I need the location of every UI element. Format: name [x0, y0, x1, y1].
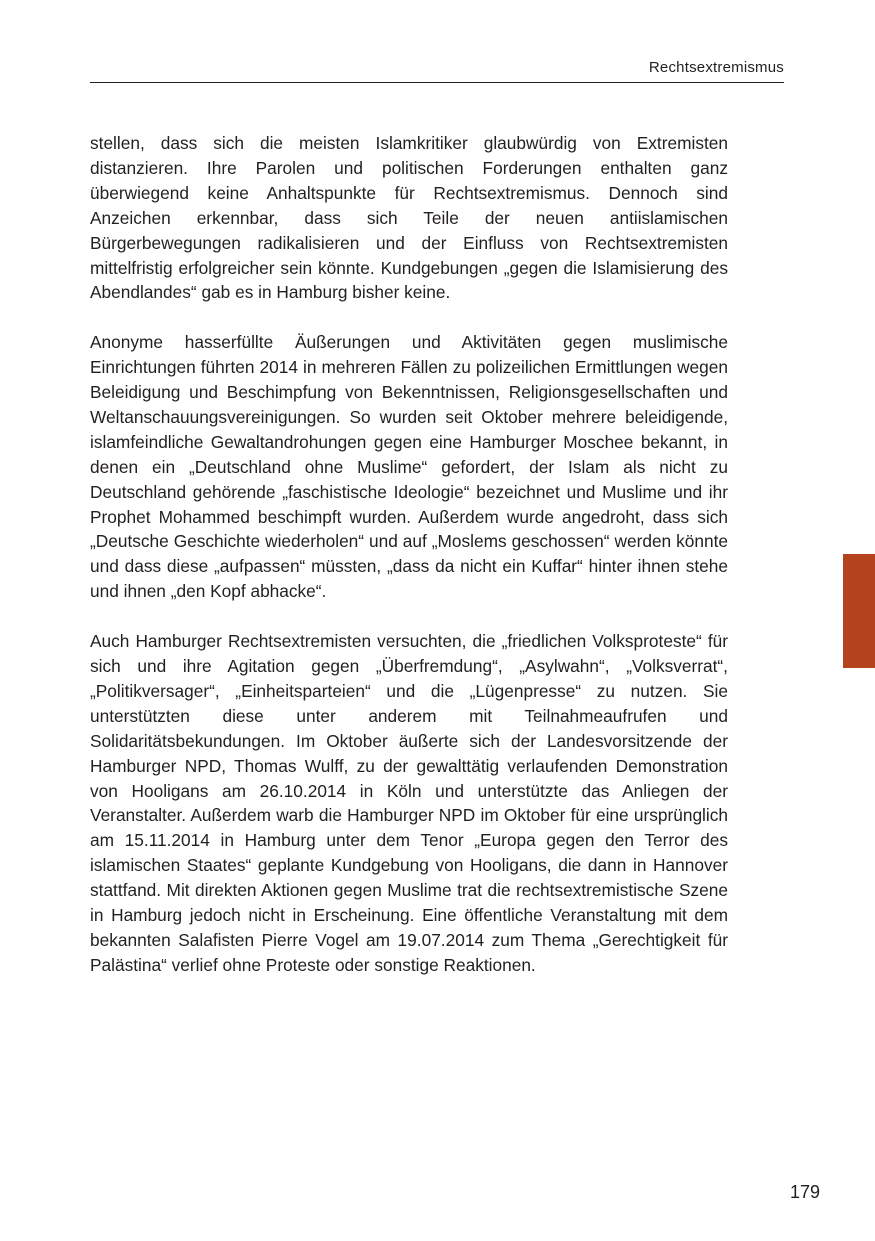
header-rule [90, 82, 784, 83]
page-number: 179 [789, 1182, 820, 1202]
paragraph-2: Anonyme hasserfüllte Äußerungen und Aktivitäten gegen muslimische Einrichtungen führten 2014 in mehreren Fällen zu polizeilichen Ermittlungen wegen Beleidigung und Beschimpfung von Bekenntnissen, Religionsgesellschaften und Weltanschauungsvereinigungen. So wurden seit Oktober mehrere beleidigende, islamfeindliche Gewaltandrohungen gegen eine Hamburger Moschee bekannt, in denen ein „Deutschland ohne Muslime“ gefordert, der Islam als nicht zu Deutschland gehörende „faschistische Ideologie“ bezeichnet und Muslime und ihr Prophet Mohammed beschimpft wurden. Außerdem wurde angedroht, dass sich „Deutsche Geschichte wiederholen“ und auf „Moslems geschossen“ werden könnte und dass diese „aufpassen“ müssten, „dass da nicht ein Kuffar“ hinter ihnen stehe und ihnen „den Kopf abhacke“. [90, 332, 728, 602]
chapter-side-tab [843, 554, 875, 668]
paragraph-3: Auch Hamburger Rechtsextremisten versuchten, die „friedlichen Volksproteste“ für sich und ihre Agitation gegen „Überfremdung“, „Asylwahn“, „Volksverrat“, „Politikversager“, „Einheitsparteien“ und die „Lügenpresse“ zu nutzen. Sie unterstützten diese unter anderem mit Teilnahmeaufrufen und Solidaritätsbekundungen. Im Oktober äußerte sich der Landesvorsitzende der Hamburger NPD, Thomas Wulff, zu der gewalttätig verlaufenden Demonstration von Hooligans am 26.10.2014 in Köln und unterstützte das Anliegen der Veranstalter. Außerdem warb die Hamburger NPD im Oktober für eine ursprünglich am 15.11.2014 in Hamburg unter dem Tenor „Europa gegen den Terror des islamischen Staates“ geplante Kundgebung von Hooligans, die dann in Hannover stattfand. Mit direkten Aktionen gegen Muslime trat die rechtsextremistische Szene in Hamburg jedoch nicht in Erscheinung. Eine öffentliche Veranstaltung mit dem bekannten Salafisten Pierre Vogel am 19.07.2014 zum Thema „Gerechtigkeit für Palästina“ verlief ohne Proteste oder sonstige Reaktionen. [90, 631, 728, 975]
running-head-title: Rechtsextremismus [648, 59, 784, 76]
paragraph-1: stellen, dass sich die meisten Islamkritiker glaubwürdig von Extremisten distanzieren. Ihre Parolen und politischen Forderungen enthalten ganz überwiegend keine Anhaltspunkte für Rechtsextremismus. Dennoch sind Anzeichen erkennbar, dass sich Teile der neuen antiislamischen Bürgerbewegungen radikalisieren und der Einfluss von Rechtsextremisten mittelfristig erfolgreicher sein könnte. Kundgebungen „gegen die Islamisierung des Abendlandes“ gab es in Hamburg bisher keine. [90, 133, 728, 303]
body-text [90, 131, 728, 1003]
